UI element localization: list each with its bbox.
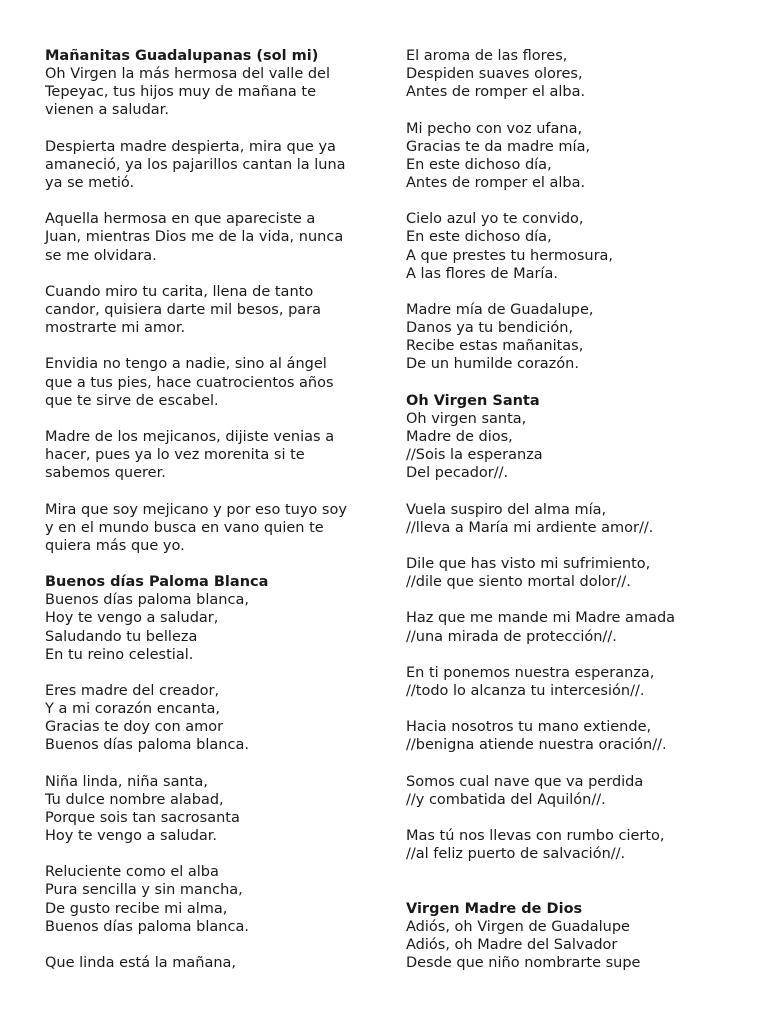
verse-line: Buenos días paloma blanca. — [45, 737, 249, 754]
verse-line: De un humilde corazón. — [406, 356, 579, 373]
verse-line: vienen a saludar. — [45, 102, 169, 119]
verse-line: En ti ponemos nuestra esperanza, — [406, 664, 655, 681]
stanza-gap — [406, 537, 746, 555]
verse-line: Madre de dios, — [406, 428, 513, 445]
stanza-gap — [45, 555, 375, 573]
verse-line: Gracias te da madre mía, — [406, 138, 591, 155]
verse-line: Madre mía de Guadalupe, — [406, 301, 594, 318]
verse-line: //y combatida del Aquilón//. — [406, 791, 606, 808]
section-title: Buenos días Paloma Blanca — [45, 574, 269, 591]
verse-line: Desde que niño nombrarte supe — [406, 955, 641, 972]
verse-line: y en el mundo busca en vano quien te — [45, 519, 324, 536]
verse-line: Tu dulce nombre alabad, — [45, 791, 224, 808]
verse-line: hacer, pues ya lo vez morenita si te — [45, 447, 305, 464]
verse-line: Que linda está la mañana, — [45, 955, 237, 972]
verse-line: Reluciente como el alba — [45, 864, 219, 881]
stanza-gap — [45, 337, 375, 355]
verse-line: Niña linda, niña santa, — [45, 773, 208, 790]
stanza-gap — [406, 863, 746, 881]
verse-line: En este dichoso día, — [406, 229, 552, 246]
verse-line: En tu reino celestial. — [45, 646, 194, 663]
verse-line: Vuela suspiro del alma mía, — [406, 501, 607, 518]
verse-line: Adiós, oh Madre del Salvador — [406, 936, 618, 953]
verse-line: A que prestes tu hermosura, — [406, 247, 614, 264]
verse-line: //al feliz puerto de salvación//. — [406, 846, 626, 863]
stanza-gap — [45, 664, 375, 682]
stanza-gap — [45, 410, 375, 428]
verse-line: Somos cual nave que va perdida — [406, 773, 644, 790]
stanza-gap — [45, 482, 375, 500]
verse-line: Hoy te vengo a saludar, — [45, 610, 219, 627]
stanza-gap — [406, 482, 746, 500]
stanza-gap — [406, 700, 746, 718]
verse-line: candor, quisiera darte mil besos, para — [45, 301, 322, 318]
verse-line: Eres madre del creador, — [45, 682, 220, 699]
verse-line: Madre de los mejicanos, dijiste venias a — [45, 428, 335, 445]
stanza-gap — [45, 120, 375, 138]
stanza-gap — [406, 809, 746, 827]
stanza-gap — [45, 845, 375, 863]
verse-line: Hoy te vengo a saludar. — [45, 828, 218, 845]
stanza-gap — [45, 936, 375, 954]
verse-line: se me olvidara. — [45, 247, 157, 264]
verse-line: Oh Virgen la más hermosa del valle del — [45, 66, 331, 83]
verse-line: Cuando miro tu carita, llena de tanto — [45, 283, 314, 300]
verse-line: //benigna atiende nuestra oración//. — [406, 737, 667, 754]
verse-line: Gracias te doy con amor — [45, 719, 224, 736]
verse-line: mostrarte mi amor. — [45, 320, 186, 337]
stanza-gap — [406, 881, 746, 899]
verse-line: Antes de romper el alba. — [406, 84, 586, 101]
verse-line: Juan, mientras Dios me de la vida, nunca — [45, 229, 344, 246]
verse-line: Antes de romper el alba. — [406, 174, 586, 191]
section-title: Virgen Madre de Dios — [406, 900, 583, 917]
verse-line: quiera más que yo. — [45, 537, 185, 554]
verse-line: Buenos días paloma blanca, — [45, 592, 249, 609]
stanza-gap — [406, 591, 746, 609]
verse-line: Hacia nosotros tu mano extiende, — [406, 719, 652, 736]
verse-line: Dile que has visto mi sufrimiento, — [406, 555, 651, 572]
stanza-gap — [406, 283, 746, 301]
verse-line: ya se metió. — [45, 174, 135, 191]
verse-line: Pura sencilla y sin mancha, — [45, 882, 243, 899]
stanza-gap — [406, 101, 746, 119]
verse-line: Adiós, oh Virgen de Guadalupe — [406, 918, 630, 935]
verse-line: Tepeyac, tus hijos muy de mañana te — [45, 84, 317, 101]
verse-line: Envidia no tengo a nadie, sino al ángel — [45, 356, 327, 373]
verse-line: //todo lo alcanza tu intercesión//. — [406, 682, 645, 699]
verse-line: Y a mi corazón encanta, — [45, 701, 221, 718]
stanza-gap — [406, 754, 746, 772]
verse-line: Buenos días paloma blanca. — [45, 918, 249, 935]
verse-line: que a tus pies, hace cuatrocientos años — [45, 374, 334, 391]
verse-line: El aroma de las flores, — [406, 48, 568, 64]
verse-line: //Sois la esperanza — [406, 447, 543, 464]
verse-line: Recibe estas mañanitas, — [406, 338, 584, 355]
stanza-gap — [45, 265, 375, 283]
verse-line: Despiden suaves olores, — [406, 66, 583, 83]
verse-line: que te sirve de escabel. — [45, 392, 219, 409]
verse-line: A las flores de María. — [406, 265, 558, 282]
verse-line: De gusto recibe mi alma, — [45, 900, 228, 917]
left-column — [45, 47, 375, 972]
stanza-gap — [406, 646, 746, 664]
section-title: Oh Virgen Santa — [406, 392, 540, 409]
verse-line: Mira que soy mejicano y por eso tuyo soy — [45, 501, 347, 518]
verse-line: //dile que siento mortal dolor//. — [406, 574, 631, 591]
verse-line: Porque sois tan sacrosanta — [45, 809, 240, 826]
verse-line: //una mirada de protección//. — [406, 628, 617, 645]
verse-line: Cielo azul yo te convido, — [406, 211, 584, 228]
verse-line: En este dichoso día, — [406, 156, 552, 173]
verse-line: Despierta madre despierta, mira que ya — [45, 138, 336, 155]
stanza-gap — [406, 374, 746, 392]
section-title: Mañanitas Guadalupanas (sol mi) — [45, 48, 319, 64]
stanza-gap — [406, 192, 746, 210]
verse-line: //lleva a María mi ardiente amor//. — [406, 519, 654, 536]
verse-line: Mas tú nos llevas con rumbo cierto, — [406, 828, 665, 845]
verse-line: sabemos querer. — [45, 465, 166, 482]
verse-line: amaneció, ya los pajarillos cantan la luna — [45, 156, 346, 173]
stanza-gap — [45, 754, 375, 772]
verse-line: Danos ya tu bendición, — [406, 320, 574, 337]
right-column — [406, 47, 746, 972]
verse-line: Oh virgen santa, — [406, 410, 527, 427]
stanza-gap — [45, 192, 375, 210]
verse-line: Haz que me mande mi Madre amada — [406, 610, 676, 627]
verse-line: Del pecador//. — [406, 465, 509, 482]
verse-line: Saludando tu belleza — [45, 628, 198, 645]
verse-line: Mi pecho con voz ufana, — [406, 120, 583, 137]
verse-line: Aquella hermosa en que apareciste a — [45, 211, 316, 228]
